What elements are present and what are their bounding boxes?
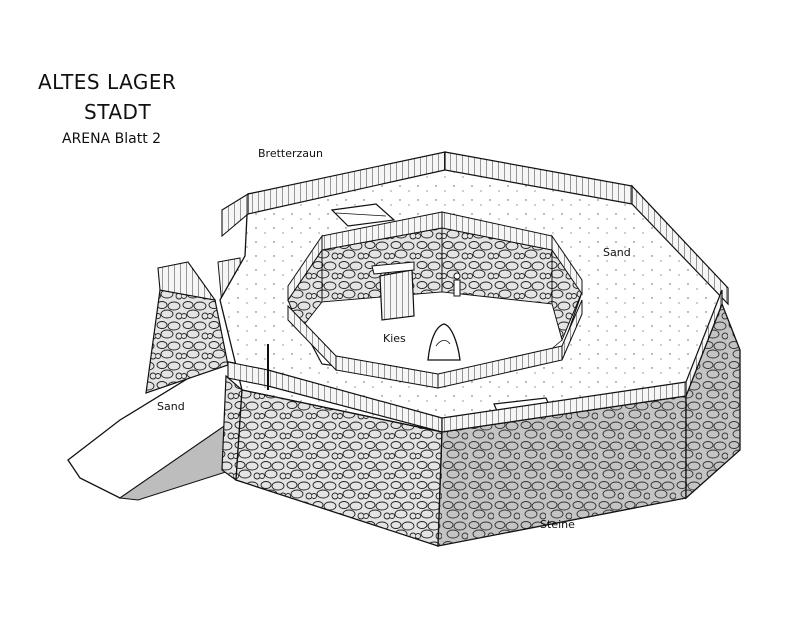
label-gravel: Kies: [383, 332, 406, 345]
label-fence: Bretterzaun: [258, 147, 323, 160]
label-stones: Steine: [540, 518, 575, 531]
label-sand-left: Sand: [157, 400, 185, 413]
title-line-1: ALTES LAGER: [38, 70, 177, 94]
inner-arena: [288, 212, 582, 388]
figure: [454, 273, 460, 296]
label-sand-right: Sand: [603, 246, 631, 259]
title-line-2: STADT: [84, 100, 152, 124]
title-line-3: ARENA Blatt 2: [62, 131, 162, 147]
